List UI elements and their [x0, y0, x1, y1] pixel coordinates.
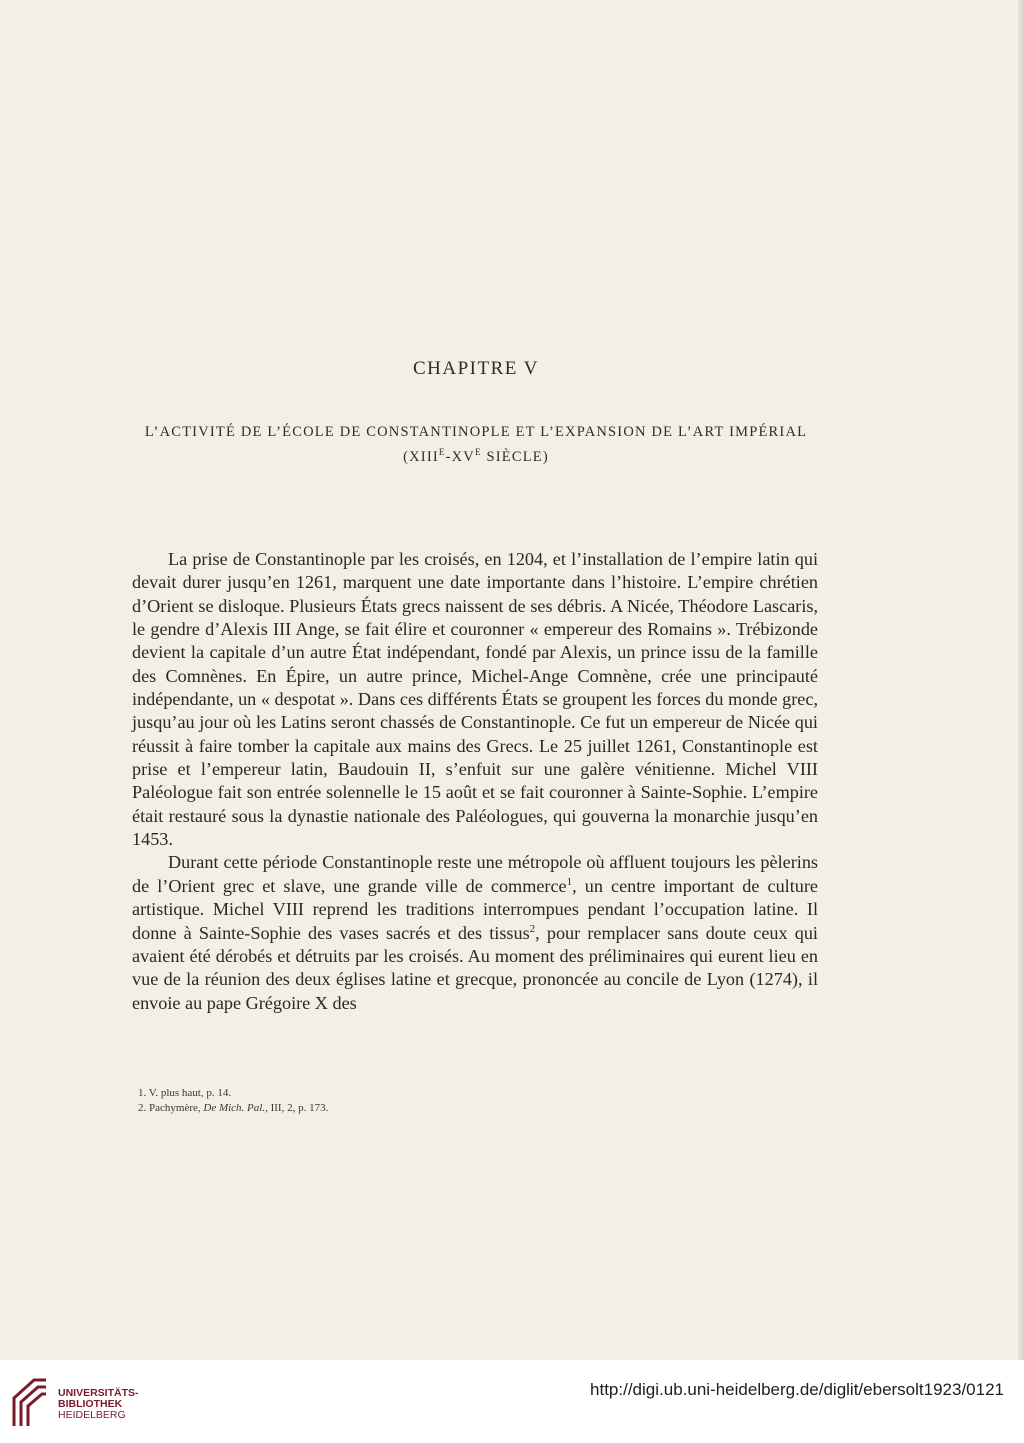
- source-url-link[interactable]: http://digi.ub.uni-heidelberg.de/diglit/ebersolt1923/0121: [590, 1380, 1004, 1399]
- paragraph-2: Durant cette période Constantinople reste une métropole où affluent toujours les pèlerins de l’Orient grec et slave, une grande ville de commerce$^1$, un centre important de culture artistique. Michel VIII reprend les traditions interrompues pendant l’occupation latine. Il donne à Sainte-Sophie des vases sacrés et des tissus$^2$, pour remplacer sans doute ceux qui avaient été dérobés et détruits par les croisés. Au moment des préliminaires qui eurent lieu en vue de la réunion des deux églises latine et grecque, prononcée au concile de Lyon (1274), il envoie au pape Grégoire X des: [132, 852, 818, 1013]
- library-name: UNIVERSITÄTS- BIBLIOTHEK HEIDELBERG: [58, 1387, 139, 1421]
- university-library-logo-icon[interactable]: [10, 1376, 50, 1430]
- chapter-subtitle: L’ACTIVITÉ DE L’ÉCOLE DE CONSTANTINOPLE ET L’EXPANSION DE L’ART IMPÉRIAL: [144, 424, 808, 440]
- main-text: [132, 548, 818, 1015]
- digitization-footer: [0, 1360, 1024, 1443]
- footnotes: [138, 1086, 638, 1115]
- chapter-title: CHAPITRE V: [412, 358, 540, 379]
- chapter-period: ($XIII^E-XV^E$ SIÈCLE): [403, 447, 549, 465]
- paragraph-1: La prise de Constantinople par les croisés, en 1204, et l’installation de l’empire latin qui devait durer jusqu’en 1261, marquent une date importante dans l’histoire. L’empire chrétien d’Orient se disloque. Plusieurs États grecs naissent de ses débris. A Nicée, Théodore Lascaris, le gendre d’Alexis III Ange, se fait élire et couronner « empereur des Romains ». Trébizonde devient la capitale d’un autre État indépendant, fondé par Alexis, un prince issu de la famille des Comnènes. En Épire, un autre prince, Michel-Ange Comnène, crée une principauté indépendante, un « despotat ». Dans ces différents États se groupent les forces du monde grec, jusqu’au jour où les Latins seront chassés de Constantinople. Ce fut un empereur de Nicée qui réussit à faire tomber la capitale aux mains des Grecs. Le 25 juillet 1261, Constantinople est prise et l’empereur latin, Baudouin II, s’enfuit sur une galère vénitienne. Michel VIII Paléologue fait son entrée solennelle le 15 août et se fait couronner à Sainte-Sophie. L’empire était restauré sous la dynastie nationale des Paléologues, qui gouverna la monarchie jusqu’en 1453.: [132, 549, 818, 850]
- paper-edge: [1018, 0, 1024, 1360]
- footnote-1: 1. V. plus haut, p. 14.: [138, 1087, 232, 1099]
- footnote-ref-2: 2: [529, 922, 536, 935]
- footnote-2: 2. Pachymère, De Mich. Pal., III, 2, p. 173.: [138, 1101, 329, 1114]
- footnote-ref-1: 1: [566, 875, 573, 888]
